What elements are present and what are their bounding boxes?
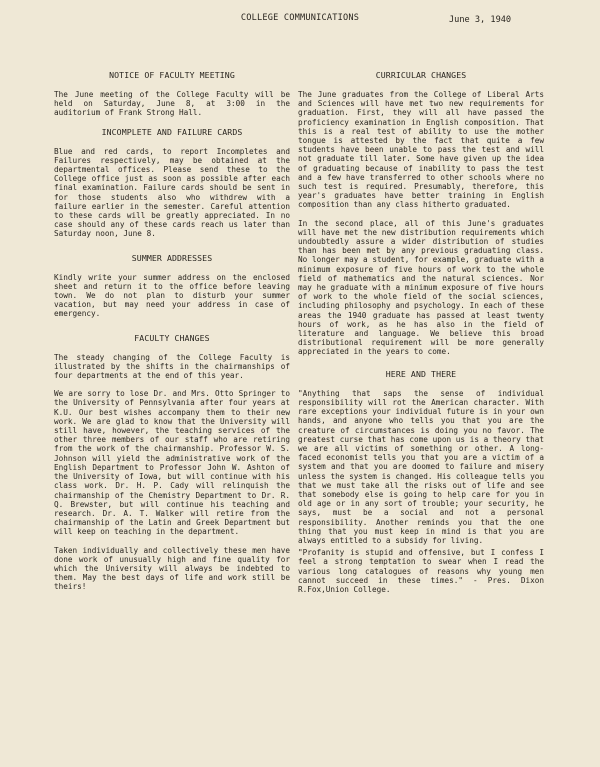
here-and-there-quote-1: "Anything that saps the sense of individual responsibility will rot the American character. With rare exceptions your individual future is in your own hands, and anyone who tells you that you are the creature of circumstances is doing you no favor. The greatest curse that has come upon us is a theory that we are all victims of something or other. A long-faced economist tells you that you are a victim of a system and that you are doomed to failure and misery unless the system is changed. His colleague tells you that we must take all the risks out of life and see that somebody else is going to help care for you in old age or in any sort of trouble; your security, he says, must be a social and not a personal responsibility. Another reminds you that the one thing that you must keep in mind is that you are always entitled to a subsidy for living. [298, 388, 544, 545]
curricular-changes-p2: In the second place, all of this June's graduates will have met the new distribution requirements which undoubtedly assure a wider distribution of studies than has been met by any previous graduating class. No longer may a student, for example, graduate with a minimum exposure of five hours of work to the whole field of mathematics and the natural sciences. Nor may he graduate with a minimum exposure of five hours of work to the whole field of the social sciences, including philosophy and psychology. In each of these areas the 1940 graduate has passed at least twenty hours of work, as he has also in the field of literature and language. We believe this broad distributional requirement will be more generally appreciated in the years to come. [298, 218, 544, 357]
summer-addresses-text: Kindly write your summer address on the enclosed sheet and return it to the office before leaving town. We do not plan to disturb your summer vacation, but may need your address in case of emergency. [54, 272, 290, 319]
page-date: June 3, 1940 [449, 15, 512, 25]
incomplete-cards-text: Blue and red cards, to report Incompletes and Failures respectively, may be obtained at the departmental offices. Please send these to the College office just as soon as possible after each final examination. Failure cards should be sent in for those students also who withdrew with a failure earlier in the semester. Careful attention to these cards will be greatly appreciated. In no case should any of these cards reach us later than Saturday noon, June 8. [54, 146, 290, 239]
summer-addresses-heading: SUMMER ADDRESSES [131, 252, 213, 263]
faculty-changes-heading: FACULTY CHANGES [134, 332, 210, 343]
faculty-changes-closing: Taken individually and collectively these men have done work of unusually high and fine quality for which the University will always be indebted to them. May the best days of life and work still be theirs! [54, 545, 290, 592]
curricular-changes-heading: CURRICULAR CHANGES [375, 70, 467, 80]
incomplete-cards-heading: INCOMPLETE AND FAILURE CARDS [101, 126, 243, 137]
here-and-there-quote-2: "Profanity is stupid and offensive, but I confess I feel a strong temptation to swear when I read the various long catalogues of reasons why young men cannot succeed in these times." - Pres. Dixon R.Fox,Union College. [298, 548, 544, 594]
faculty-changes-details: We are sorry to lose Dr. and Mrs. Otto Springer to the University of Pennsylvania after four years at K.U. Our best wishes accompany them to their new work. We are glad to know that the University will still have, however, the teaching services of the other three members of our staff who are retiring from the work of the chairmanship. Professor W. S. Johnson will yield the administrative work of the English Department to Professor John W. Ashton of the University of Iowa, but will continue with his class work. Dr. H. P. Cady will relinquish the chairmanship of the Chemistry Department to Dr. R. Q. Brewster, but will continue his teaching and research. Dr. A. T. Walker will retire from the chairmanship of the Latin and Greek Department but will keep on teaching in the department. [54, 389, 290, 537]
faculty-changes-intro: The steady changing of the College Faculty is illustrated by the shifts in the chairmanships of four departments at the end of this year. [54, 352, 290, 381]
faculty-meeting-text: The June meeting of the College Faculty will be held on Saturday, June 8, at 3:00 in the auditorium of Frank Strong Hall. [54, 90, 290, 118]
page-title: COLLEGE COMMUNICATIONS [240, 13, 360, 23]
curricular-changes-p1: The June graduates from the College of Liberal Arts and Sciences will have met two new requirements for graduation. First, they will all have passed the proficiency examination in English composition. That this is a real test of ability to use the mother tongue is attested by the fact that quite a few students have been unable to pass the test and will not graduate till later. Some have given up the idea of graduating because of inability to pass the test and a few have transferred to other schools where no such test is required. Presumably, therefore, this year's graduates have better training in English composition than any class hitherto graduated. [298, 90, 544, 210]
left-column [54, 70, 290, 601]
faculty-meeting-heading: NOTICE OF FACULTY MEETING [109, 70, 235, 80]
right-column [298, 70, 544, 603]
here-and-there-heading: HERE AND THERE [385, 368, 457, 379]
